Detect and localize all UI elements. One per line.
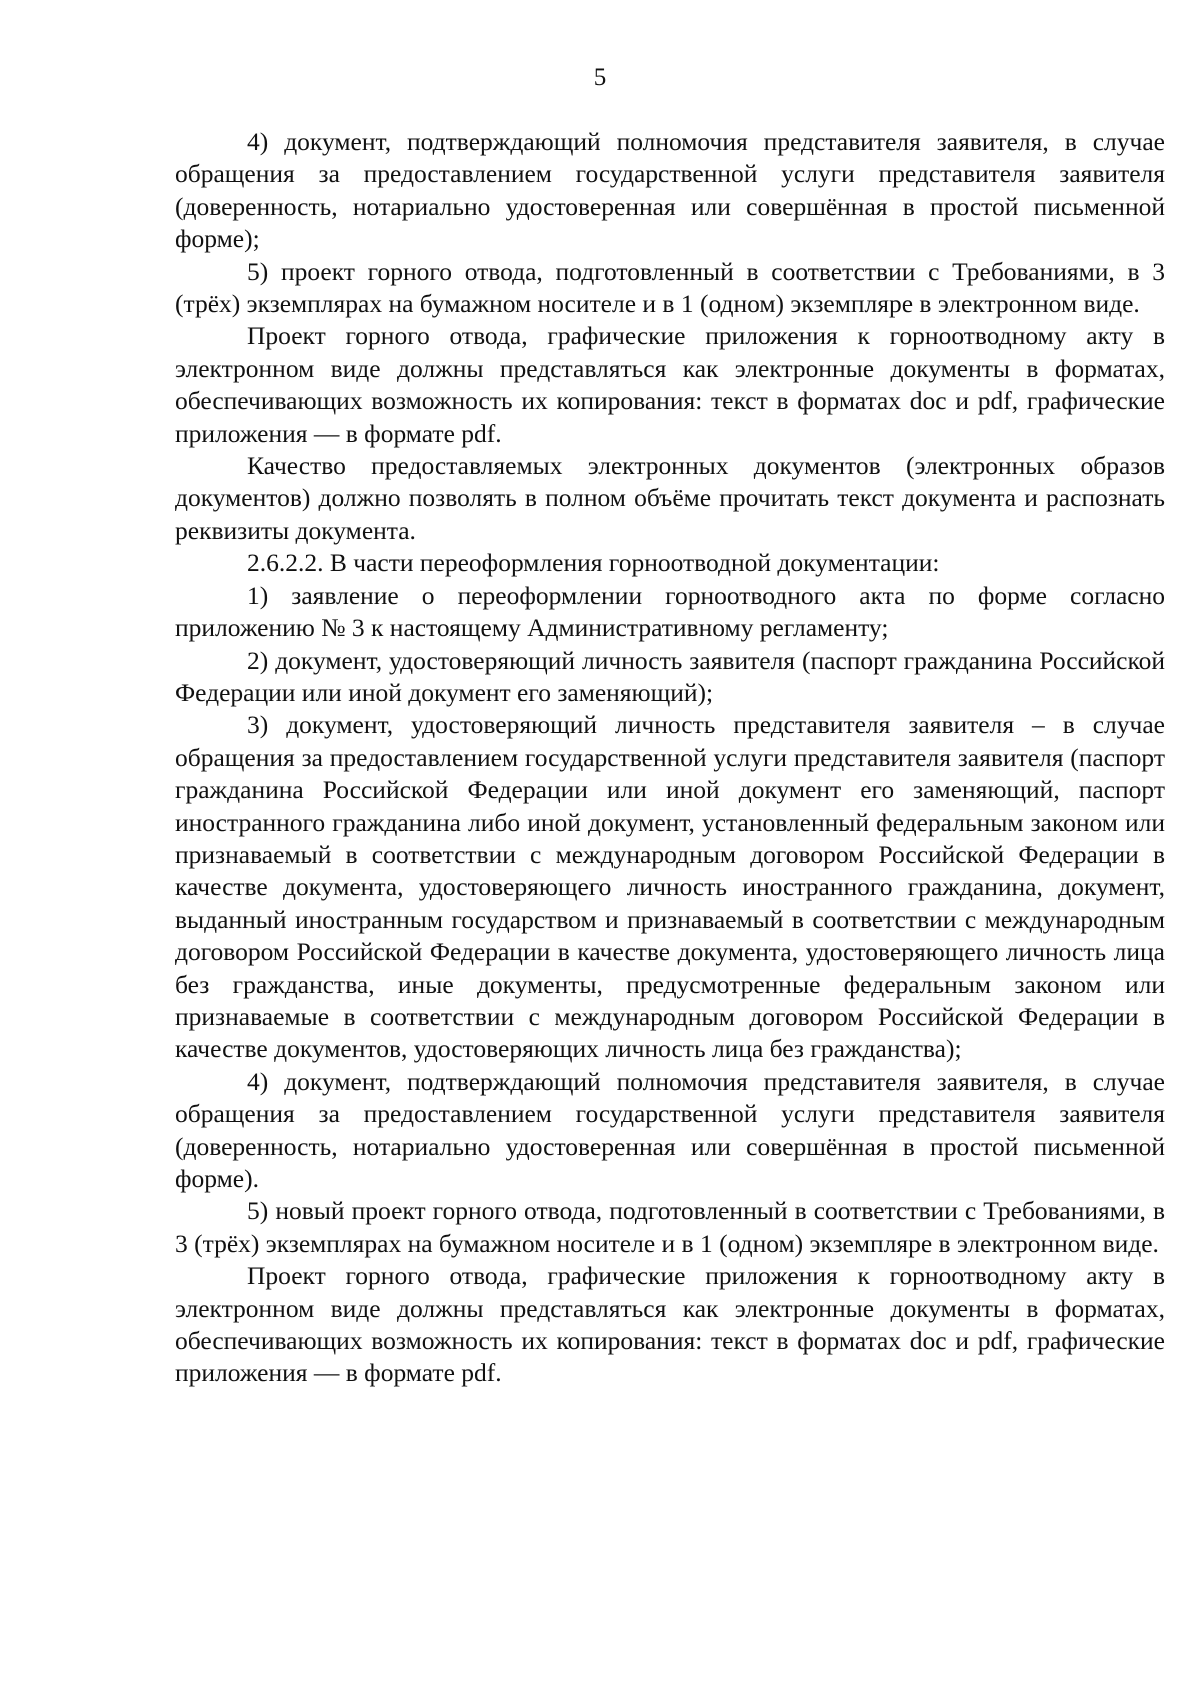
paragraph-electronic-quality: Качество предоставляемых электронных документов (электронных образов документов) должно позволять в полном объёме прочитать текст документа и распознать реквизиты документа. [175, 451, 1165, 545]
section-heading-2-6-2-2: 2.6.2.2. В части переоформления горноотводной документации: [247, 548, 940, 578]
paragraph-item-4-authority-document-reissue: 4) документ, подтверждающий полномочия представителя заявителя, в случае обращения за предоставлением государственной услуги представителя заявителя (доверенность, нотариально удостоверенная или совершённая в простой письменной форме). [175, 1066, 1165, 1193]
page-number: 5 [593, 64, 607, 91]
paragraph-item-3-representative-identity: 3) документ, удостоверяющий личность представителя заявителя – в случае обращения за предоставлением государственной услуги представителя заявителя (паспорт гражданина Российской Федерации или иной документ его заменяющий, паспорт иностранного гражданина либо иной документ, установленный федеральным законом или признаваемый в соответствии с международным договором Российской Федерации в качестве документа, удостоверяющего личность иностранного гражданина, документ, выданный иностранным государством и признаваемый в соответствии с международным договором Российской Федерации в качестве документа, удостоверяющего личность лица без гражданства, иные документы, предусмотренные федеральным законом или признаваемые в соответствии с международным договором Российской Федерации в качестве документов, удостоверяющих личность лица без гражданства); [175, 710, 1165, 1064]
document-body [175, 126, 1165, 1390]
paragraph-electronic-format-requirements: Проект горного отвода, графические приложения к горноотводному акту в электронном виде должны представляться как электронные документы в форматах, обеспечивающих возможность их копирования: текст в форматах doc и pdf, графические приложения — в формате pdf. [175, 321, 1165, 448]
paragraph-item-5-mining-allotment-project: 5) проект горного отвода, подготовленный в соответствии с Требованиями, в 3 (трёх) экземплярах на бумажном носителе и в 1 (одном) экземпляре в электронном виде. [175, 256, 1165, 319]
paragraph-item-4-authority-document: 4) документ, подтверждающий полномочия представителя заявителя, в случае обращения за предоставлением государственной услуги представителя заявителя (доверенность, нотариально удостоверенная или совершённая в простой письменной форме); [175, 127, 1165, 254]
paragraph-item-1-reissue-application: 1) заявление о переоформлении горноотводного акта по форме согласно приложению № 3 к настоящему Административному регламенту; [175, 580, 1165, 643]
paragraph-item-2-applicant-identity: 2) документ, удостоверяющий личность заявителя (паспорт гражданина Российской Федерации или иной документ его заменяющий); [175, 645, 1165, 707]
paragraph-electronic-format-requirements-reissue: Проект горного отвода, графические приложения к горноотводному акту в электронном виде должны представляться как электронные документы в форматах, обеспечивающих возможность их копирования: текст в форматах doc и pdf, графические приложения — в формате pdf. [175, 1261, 1165, 1388]
paragraph-item-5-new-project: 5) новый проект горного отвода, подготовленный в соответствии с Требованиями, в 3 (трёх) экземплярах на бумажном носителе и в 1 (одном) экземпляре в электронном виде. [175, 1196, 1165, 1258]
